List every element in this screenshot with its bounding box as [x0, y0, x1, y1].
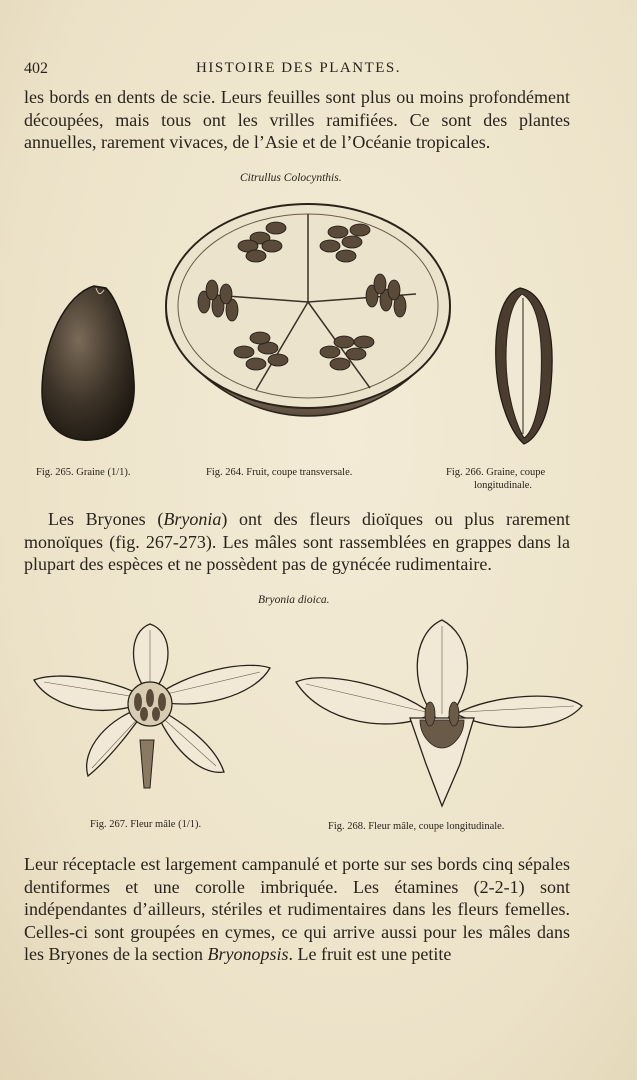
figure-caption-citrullus: Citrullus Colocynthis.	[240, 172, 342, 184]
fig-266-label-line1: Fig. 266. Graine, coupe	[446, 467, 546, 478]
figure-caption-bryonia: Bryonia dioica.	[258, 594, 330, 606]
paragraph-3-text-a: Leur réceptacle est largement campanulé et porte sur ses bords cinq sépales dentiformes et une corolle imbriquée. Les étamines (2-2-1) sont indépendantes d’ailleurs, stériles et rudimentaires dans les fleurs femelles. Celles-ci sont groupées en cymes, ce qui arrive aussi pour les mâles dans les Bryones de la section	[24, 854, 570, 964]
paragraph-2-text-a: Les Bryones (	[48, 509, 164, 529]
paragraph-2-genus: Bryonia	[163, 509, 222, 529]
paragraph-2	[24, 508, 570, 576]
page-number: 402	[24, 60, 48, 77]
fig-268-label: Fig. 268. Fleur mâle, coupe longitudinale.	[328, 821, 505, 832]
male-flower-illustration	[28, 620, 274, 800]
paragraph-2-text-b: ) ont des fleurs dioïques ou plus rarement monoïques (fig. 267-273). Les mâles sont rassemblées en grappes dans la plupart des espèces et ne possèdent pas de gynécée rudimentaire.	[24, 509, 571, 574]
seed-illustration	[36, 282, 140, 446]
seed-longitudinal-illustration	[490, 284, 558, 448]
paragraph-1: les bords en dents de scie. Leurs feuilles sont plus ou moins profondément découpées, mais tous ont les vrilles ramifiées. Ce sont des plantes annuelles, rarement vivaces, de l’Asie et de l’Océanie tropicales.	[24, 87, 570, 152]
paragraph-3-text-b: . Le fruit est une petite	[288, 944, 452, 964]
fig-265-label: Fig. 265. Graine (1/1).	[36, 467, 131, 478]
paragraph-3	[24, 853, 570, 966]
running-title: HISTOIRE DES PLANTES.	[196, 60, 401, 76]
fig-266-label-line2: longitudinale.	[474, 480, 533, 491]
fig-264-label: Fig. 264. Fruit, coupe transversale.	[206, 467, 353, 478]
fig-267-label: Fig. 267. Fleur mâle (1/1).	[90, 819, 202, 830]
fruit-cross-section-illustration	[160, 202, 456, 420]
male-flower-section-illustration	[292, 614, 586, 810]
paragraph-3-section-name: Bryonopsis	[207, 944, 289, 964]
